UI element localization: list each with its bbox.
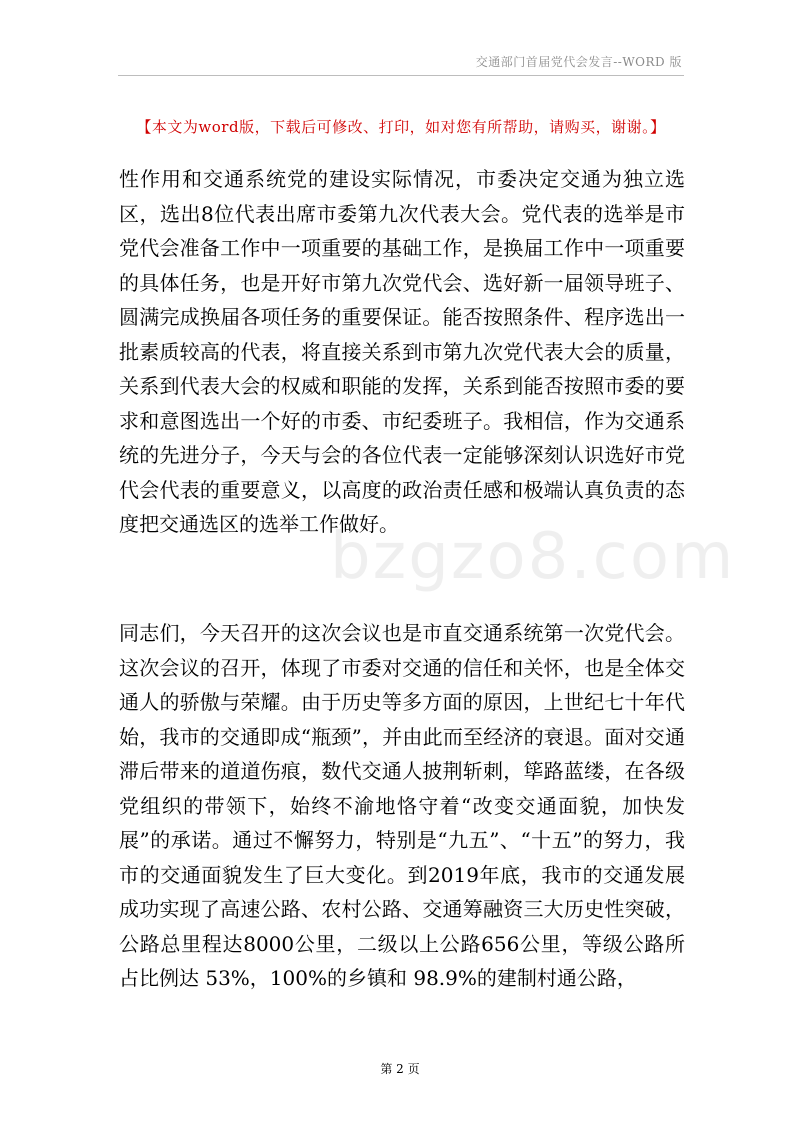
header-title: 交通部门首届党代会发言--WORD 版 [475, 55, 682, 69]
body-paragraph-2: 同志们，今天召开的这次会议也是市直交通系统第一次党代会。这次会议的召开，体现了市委对交通的信任和关怀，也是全体交通人的骄傲与荣耀。由于历史等多方面的原因，上世纪七十年代始，我市的交通即成“瓶颈”，并由此而至经济的衰退。面对交通滞后带来的道道伤痕，数代交通人披荆斩刺，筚路蓝缕，在各级党组织的带领下，始终不渝地恪守着“改变交通面貌，加快发展”的承诺。通过不懈努力，特别是“九五”、“十五”的努力，我市的交通面貌发生了巨大变化。到2019年底，我市的交通发展成功实现了高速公路、农村公路、交通筹融资三大历史性突破，公路总里程达8000公里，二级以上公路656公里，等级公路所占比例达 53%，100%的乡镇和 98.9%的建制村通公路， [119, 621, 685, 990]
header-divider [118, 75, 684, 76]
body-paragraph-1: 性作用和交通系统党的建设实际情况，市委决定交通为独立选区，选出8位代表出席市委第九次代表大会。党代表的选举是市党代会准备工作中一项重要的基础工作，是换届工作中一项重要的具体任务，也是开好市第九次党代会、选好新一届领导班子、圆满完成换届各项任务的重要保证。能否按照条件、程序选出一批素质较高的代表，将直接关系到市第九次党代表大会的质量，关系到代表大会的权威和职能的发挥，关系到能否按照市委的要求和意图选出一个好的市委、市纪委班子。我相信，作为交通系统的先进分子，今天与会的各位代表一定能够深刻认识选好市党代会代表的重要意义，以高度的政治责任感和极端认真负责的态度把交通选区的选举工作做好。 [119, 167, 685, 536]
page-number: 第 2 页 [380, 1062, 420, 1076]
purchase-notice: 【本文为word版，下载后可修改、打印，如对您有所帮助，请购买，谢谢。】 [136, 118, 666, 136]
watermark-text: bzgzo8.com [330, 520, 736, 594]
